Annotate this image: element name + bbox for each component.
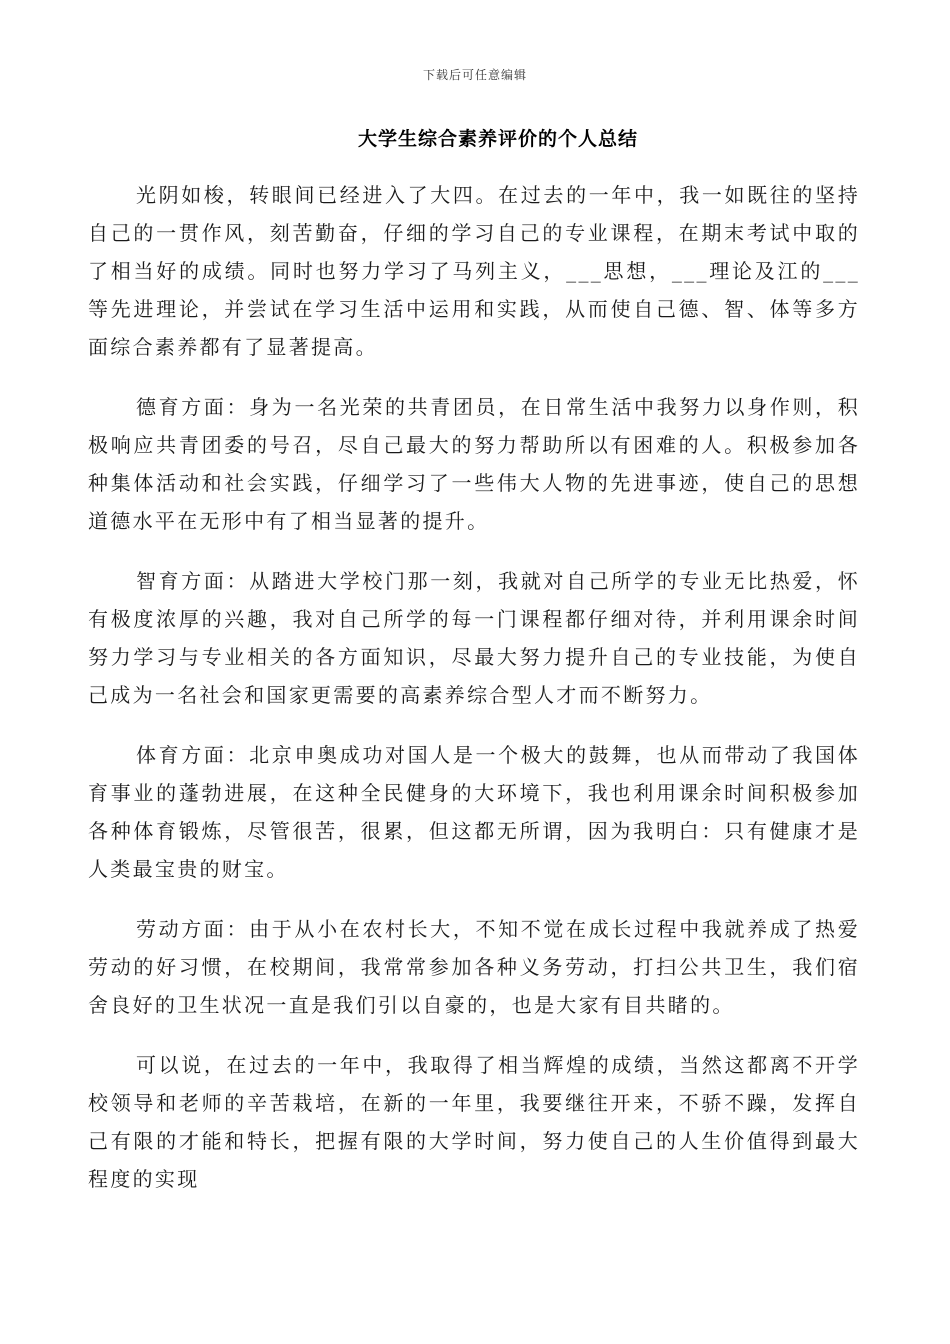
- document-body: [88, 176, 860, 1220]
- document-title: 大学生综合素养评价的个人总结: [357, 128, 638, 150]
- paragraph-physical-education: 体育方面：北京申奥成功对国人是一个极大的鼓舞，也从而带动了我国体育事业的蓬勃进展，在这种全民健身的大环境下，我也利用课余时间积极参加各种体育锻炼，尽管很苦，很累，但这都无所谓，因为我明白：只有健康才是人类最宝贵的财宝。: [88, 743, 860, 881]
- paragraph-intellectual-education: 智育方面：从踏进大学校门那一刻，我就对自己所学的专业无比热爱，怀有极度浓厚的兴趣，我对自己所学的每一门课程都仔细对待，并利用课余时间努力学习与专业相关的各方面知识，尽最大努力提升自己的专业技能，为使自己成为一名社会和国家更需要的高素养综合型人才而不断努力。: [88, 569, 860, 707]
- header-note: 下载后可任意编辑: [422, 68, 527, 82]
- paragraph-moral-education: 德育方面：身为一名光荣的共青团员，在日常生活中我努力以身作则，积极响应共青团委的号召，尽自己最大的努力帮助所以有困难的人。积极参加各种集体活动和社会实践，仔细学习了一些伟大人物的先进事迹，使自己的思想道德水平在无形中有了相当显著的提升。: [88, 395, 860, 533]
- paragraph-intro: 光阴如梭，转眼间已经进入了大四。在过去的一年中，我一如既往的坚持自己的一贯作风，刻苦勤奋，仔细的学习自己的专业课程，在期末考试中取的了相当好的成绩。同时也努力学习了马列主义，___思想，___理论及江的___等先进理论，并尝试在学习生活中运用和实践，从而使自己德、智、体等多方面综合素养都有了显著提高。: [88, 183, 860, 359]
- paragraph-conclusion: 可以说，在过去的一年中，我取得了相当辉煌的成绩，当然这都离不开学校领导和老师的辛苦栽培，在新的一年里，我要继往开来，不骄不躁，发挥自己有限的才能和特长，把握有限的大学时间，努力使自己的人生价值得到最大程度的实现: [88, 1053, 860, 1191]
- paragraph-labor-education: 劳动方面：由于从小在农村长大，不知不觉在成长过程中我就养成了热爱劳动的好习惯，在校期间，我常常参加各种义务劳动，打扫公共卫生，我们宿舍良好的卫生状况一直是我们引以自豪的，也是大家有目共睹的。: [88, 917, 860, 1017]
